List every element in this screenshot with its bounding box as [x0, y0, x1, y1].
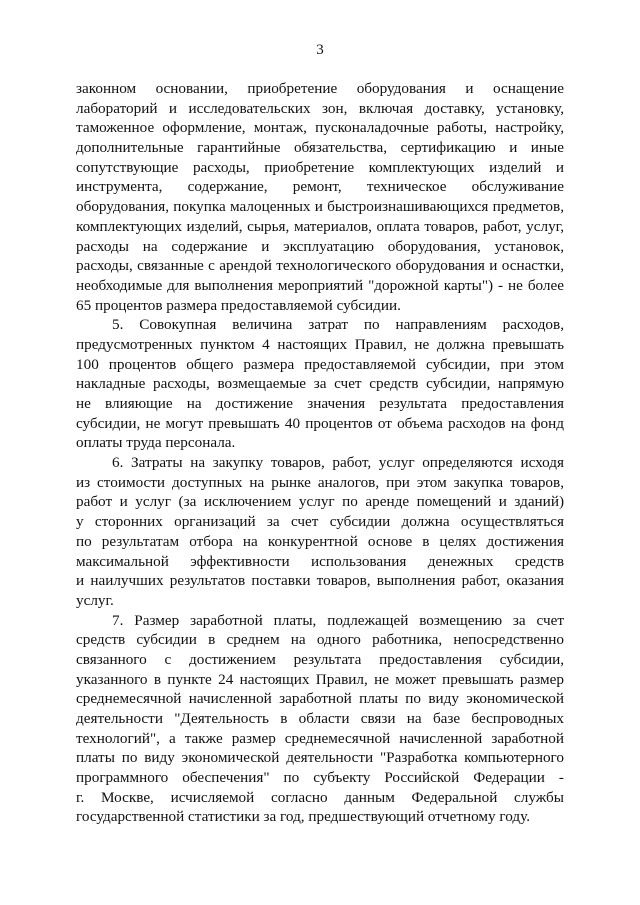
text-line: комплектующих изделий, сырья, материалов, оплата товаров, работ, услуг,	[76, 217, 564, 235]
text-line: 65 процентов размера предоставляемой субсидии.	[76, 296, 401, 314]
text-line: расходы на содержание и эксплуатацию оборудования, установок,	[76, 237, 564, 255]
text-line: у сторонних организаций за счет субсидии должна осуществляться	[76, 513, 564, 531]
text-line: дополнительные гарантийные обязательства, сертификацию и иные	[76, 139, 564, 157]
text-line: платы по виду экономической деятельности "Разработка компьютерного	[76, 749, 564, 767]
text-line: деятельности "Деятельность в области связи на базе беспроводных	[76, 710, 564, 727]
text-line: не влияющие на достижение значения результата предоставления	[76, 395, 564, 412]
text-line: оборудования, покупка малоценных и быстроизнашивающихся предметов,	[76, 198, 564, 216]
text-line: из стоимости доступных на рынке аналогов, при этом закупка товаров,	[76, 473, 564, 491]
paragraph-first-line: 5. Совокупная величина затрат по направлениям расходов,	[112, 316, 564, 334]
text-line: услуг.	[76, 591, 114, 609]
text-line: накладные расходы, возмещаемые за счет средств субсидии, напрямую	[76, 375, 564, 393]
text-line: законном основании, приобретение оборудования и оснащение	[76, 80, 564, 97]
text-line: и наилучших результатов поставки товаров, выполнения работ, оказания	[76, 572, 564, 590]
paragraph-first-line: 6. Затраты на закупку товаров, работ, услуг определяются исходя	[112, 454, 564, 472]
text-line: программного обеспечения" по субъекту Российской Федерации -	[76, 769, 564, 787]
text-line: максимальной эффективности использования денежных средств	[76, 552, 564, 570]
text-line: указанного в пункте 24 настоящих Правил, не может превышать размер	[76, 670, 564, 688]
text-line: г. Москве, исчисляемой согласно данным Федеральной службы	[76, 788, 564, 806]
text-line: технологий", а также размер среднемесячной начисленной заработной	[76, 729, 564, 747]
text-line: инструмента, содержание, ремонт, техническое обслуживание	[76, 178, 564, 196]
text-line: средств субсидии в среднем на одного работника, непосредственно	[76, 631, 564, 649]
text-line: среднемесячной начисленной заработной платы по виду экономической	[76, 690, 564, 708]
text-line: работ и услуг (за исключением услуг по аренде помещений и зданий)	[76, 493, 564, 511]
text-line: субсидии, не могут превышать 40 процентов от объема расходов на фонд	[76, 414, 564, 432]
text-line: необходимые для выполнения мероприятий "дорожной карты") - не более	[76, 276, 564, 294]
text-line: таможенное оформление, монтаж, пусконаладочные работы, настройку,	[76, 119, 564, 137]
text-line: лабораторий и исследовательских зон, включая доставку, установку,	[76, 99, 564, 117]
text-line: расходы, связанные с арендой технологического оборудования и оснастки,	[76, 257, 564, 275]
text-line: предусмотренных пунктом 4 настоящих Правил, не должна превышать	[76, 335, 564, 353]
text-line: государственной статистики за год, предшествующий отчетному году.	[76, 808, 530, 826]
page-number: 3	[316, 42, 324, 58]
document-body	[76, 79, 564, 827]
text-line: по результатам отбора на конкурентной основе в целях достижения	[76, 532, 564, 550]
text-line: 100 процентов общего размера предоставляемой субсидии, при этом	[76, 355, 564, 373]
text-line: оплаты труда персонала.	[76, 434, 236, 452]
text-line: связанного с достижением результата предоставления субсидии,	[76, 650, 564, 668]
paragraph-first-line: 7. Размер заработной платы, подлежащей возмещению за счет	[112, 611, 564, 629]
text-line: сопутствующие расходы, приобретение комплектующих изделий и	[76, 158, 564, 176]
